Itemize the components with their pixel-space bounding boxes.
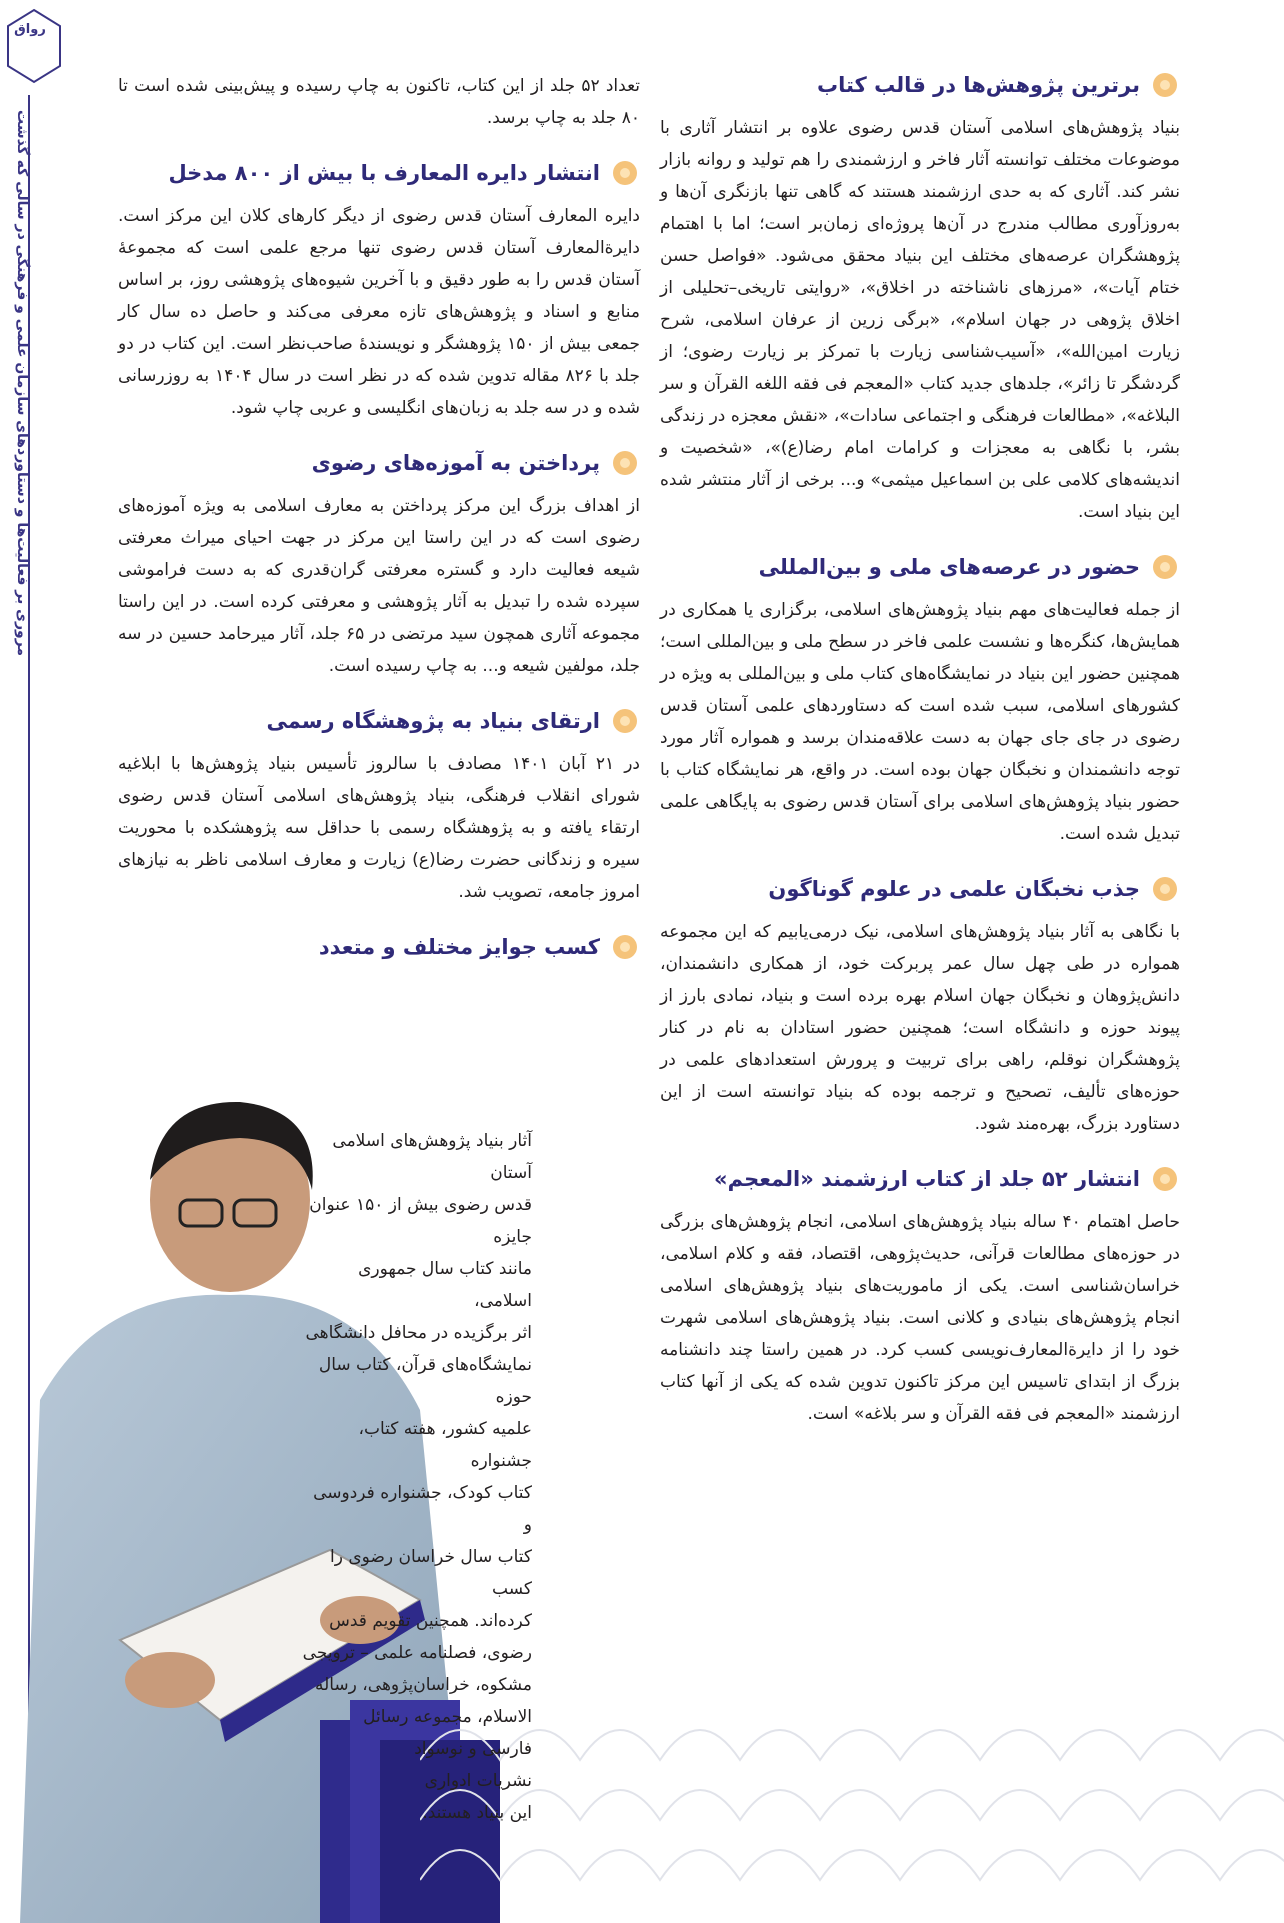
section-heading xyxy=(118,932,640,962)
section-body: از اهداف بزرگ این مرکز پرداختن به معارف اسلامی به ویژه آموزه‌های رضوی است که در این راستا این مرکز در جهت احیای میراث معرفتی شیعه فعالیت دارد و گستره معرفتی گران‌قدری که به دست فراموشی سپرده شده را تبدیل به آثار پژوهشی و معرفتی کرده است. در این راستا مجموعه آثاری همچون سید مرتضی در ۶۵ جلد، آثار میرحامد حسین در سه جلد، مولفین شیعه و... به چاپ رسیده است. xyxy=(118,496,640,676)
section-body: بنیاد پژوهش‌های اسلامی آستان قدس رضوی علاوه بر انتشار آثاری با موضوعات مختلف توانسته آثار فاخر و ارزشمندی را هم تولید و روانه بازار نشر کند. آثاری که به حدی ارزشمند هستند که گاهی تنها بازنگری آن‌ها و به‌روزآوری مطالب مندرج در آن‌ها پروژه‌ای زمان‌بر است؛ اما با اهتمام پژوهشگران عرصه‌های مختلف این بنیاد محقق می‌شود. «فواصل حسن ختام آیات»، «مرزهای ناشناخته در اخلاق»، «روایتی تاریخی–تحلیلی از اخلاق پژوهی در جهان اسلام»، «برگی زرین از عرفان اسلامی، شرح زیارت امین‌الله»، «آسیب‌شناسی زیارت با تمرکز بر زیارت رضوی؛ از گردشگر تا زائر»، جلدهای جدید کتاب «المعجم فی فقه اللغه القرآن و سر البلاغه»، «مطالعات فرهنگی و اجتماعی سادات»، «نقش معجزه در زندگی بشر، با نگاهی به معجزات و کرامات امام رضا(ع)»، «شخصیت و اندیشه‌های کلامی علی بن اسماعیل میثمی» و... برخی از آثار منتشر شده این بنیاد است. xyxy=(660,118,1180,522)
section-razavi-teachings xyxy=(118,448,640,682)
section-mojam-publication xyxy=(660,1164,1180,1430)
awards-line: آثار بنیاد پژوهش‌های اسلامی آستان xyxy=(332,1131,532,1183)
awards-line: فارسی و نوسواد xyxy=(414,1739,532,1759)
awards-line: اثر برگزیده در محافل دانشگاهی xyxy=(305,1323,532,1343)
awards-line: رضوی، فصلنامه علمی – ترویجی xyxy=(302,1643,532,1663)
section-body: دایره المعارف آستان قدس رضوی از دیگر کارهای کلان این مرکز است. دایرة‌المعارف آستان قدس رضوی تنها مرجع علمی است که مجموعهٔ آستان قدس را به طور دقیق و با آخرین شیوه‌های پژوهشی روز، بر اساس منابع و اسناد و پژوهش‌های تازه معرفی می‌کند و حاصل ده سال کار جمعی بیش از ۱۵۰ پژوهشگر و نویسندهٔ صاحب‌نظر است. این کتاب در دو جلد با ۸۲۶ مقاله تدوین شده که در نظر است در سال ۱۴۰۴ به روزرسانی شده و در سه جلد به زبان‌های انگلیسی و عربی چاپ شود. xyxy=(118,206,641,418)
decorative-arabesque-pattern xyxy=(420,1700,1284,1923)
section-title: پرداختن به آموزه‌های رضوی xyxy=(311,451,600,475)
section-institute-upgrade xyxy=(118,706,640,908)
awards-line: کتاب سال خراسان رضوی را کسب xyxy=(330,1547,532,1599)
awards-line: قدس رضوی بیش از ۱۵۰ عنوان جایزه xyxy=(309,1195,532,1247)
bullet-flower-icon xyxy=(610,158,640,188)
bullet-flower-icon xyxy=(610,932,640,962)
section-body: از جمله فعالیت‌های مهم بنیاد پژوهش‌های اسلامی، برگزاری یا همکاری در همایش‌ها، کنگره‌ها و نشست علمی فاخر در سطح ملی و بین‌المللی است؛ همچنین حضور این بنیاد در نمایشگاه‌های کتاب ملی و بین‌المللی به ویژه در کشورهای اسلامی، سبب شده است که دستاوردهای علمی آستان قدس رضوی در جای جای جهان به دست علاقه‌مندان برسد و همواره آثار مورد توجه دانشمندان و نخبگان جهان بوده است. در واقع، هر نمایشگاه کتاب با حضور بنیاد پژوهش‌های اسلامی برای آستان قدس رضوی به پایگاهی علمی تبدیل شده است. xyxy=(660,600,1180,844)
section-title: انتشار ۵۲ جلد از کتاب ارزشمند «المعجم» xyxy=(714,1167,1140,1191)
section-body: تعداد ۵۲ جلد از این کتاب، تاکنون به چاپ رسیده و پیش‌بینی شده است تا ۸۰ جلد به چاپ برسد. xyxy=(118,76,641,128)
section-title: جذب نخبگان علمی در علوم گوناگون xyxy=(768,877,1140,901)
section-title: ارتقای بنیاد به پژوهشگاه رسمی xyxy=(266,709,600,733)
magazine-logo-icon xyxy=(4,6,64,86)
bullet-flower-icon xyxy=(1150,874,1180,904)
section-heading xyxy=(118,706,640,736)
awards-line: مشکوه، خراسان‌پژوهی، رساله xyxy=(314,1675,532,1695)
awards-line: نشریات ادواری xyxy=(424,1771,532,1791)
section-heading xyxy=(118,158,640,188)
awards-line: کرده‌اند. همچنین تقویم قدس xyxy=(329,1611,532,1631)
awards-line: مانند کتاب سال جمهوری اسلامی، xyxy=(358,1259,532,1311)
section-elite-attraction xyxy=(660,874,1180,1140)
right-column xyxy=(660,70,1180,1454)
section-body: حاصل اهتمام ۴۰ ساله بنیاد پژوهش‌های اسلامی، انجام پژوهش‌های بزرگی در حوزه‌های مطالعات قرآنی، حدیث‌پژوهی، اقتصاد، فقه و کلام اسلامی، خراسان‌شناسی است. یکی از ماموریت‌های بنیاد پژوهش‌های اسلامی انجام پژوهش‌های بنیادی و کلانی است. بنیاد پژوهش‌های اسلامی شهرت خود را از دایرة‌المعارف‌نویسی کسب کرد. در همین راستا چند دانشنامه بزرگ از ابتدای تاسیس این مرکز تاکنون تدوین شده که یکی از آنها کتاب ارزشمند «المعجم فی فقه القرآن و سر بلاغه» است. xyxy=(660,1212,1180,1424)
section-encyclopedia xyxy=(118,158,640,424)
section-body: در ۲۱ آبان ۱۴۰۱ مصادف با سالروز تأسیس بنیاد پژوهش‌ها با ابلاغیه شورای انقلاب فرهنگی، بنیاد پژوهش‌های اسلامی آستان قدس رضوی ارتقاء یافته و به پژوهشگاه رسمی با حداقل سه پژوهشکده با محوریت سیره و زندگانی حضرت رضا(ع) زیارت و معارف اسلامی ناظر به نیازهای امروز جامعه، تصویب شد. xyxy=(118,754,640,902)
section-title: انتشار دایره المعارف با بیش از ۸۰۰ مدخل xyxy=(168,161,600,185)
vertical-caption: مروری بر فعالیت‌ها و دستاوردهای سازمان علمی و فرهنگی در سالی که گذشت xyxy=(14,110,30,657)
section-national-international xyxy=(660,552,1180,850)
awards-line: کتاب کودک، جشنواره فردوسی و xyxy=(313,1483,532,1535)
section-heading xyxy=(660,552,1180,582)
awards-line: نمایشگاه‌های قرآن، کتاب سال حوزه xyxy=(318,1355,532,1407)
section-best-research xyxy=(660,70,1180,528)
vertical-caption-box xyxy=(14,110,42,810)
section-awards xyxy=(118,932,640,962)
section-heading xyxy=(118,448,640,478)
left-column xyxy=(118,70,640,986)
awards-line: این بنیاد هستند. xyxy=(422,1803,532,1823)
section-body: با نگاهی به آثار بنیاد پژوهش‌های اسلامی، نیک درمی‌یابیم که این مجموعه همواره در طی چهل سال عمر پربرکت خود، از همکاری دانشمندان، دانش‌پژوهان و نخبگان جهان اسلام بهره برده است و بنیاد، نمادی بارز از پیوند حوزه و دانشگاه است؛ همچنین حضور استادان به نام در کنار پژوهشگران نوقلم، راهی برای تربیت و پرورش استعدادهای علمی در حوزه‌های تألیف، تصحیح و ترجمه بوده که بنیاد توانسته است از این دستاورد بزرگ، بهره‌مند شود. xyxy=(660,922,1180,1134)
bullet-flower-icon xyxy=(610,706,640,736)
section-heading xyxy=(660,70,1180,100)
awards-line: علمیه کشور، هفته کتاب، جشنواره xyxy=(358,1419,532,1471)
section-title: برترین پژوهش‌ها در قالب کتاب xyxy=(816,73,1140,97)
bullet-flower-icon xyxy=(1150,70,1180,100)
bullet-flower-icon xyxy=(610,448,640,478)
section-heading xyxy=(660,1164,1180,1194)
magazine-logo-text: رواق xyxy=(14,22,46,37)
bullet-flower-icon xyxy=(1150,552,1180,582)
bullet-flower-icon xyxy=(1150,1164,1180,1194)
section-title: کسب جوایز مختلف و متعدد xyxy=(318,935,600,959)
section-continuation xyxy=(118,70,640,134)
awards-text-block xyxy=(300,1125,532,1829)
awards-line: الاسلام، مجموعه رسائل xyxy=(363,1707,532,1727)
section-title: حضور در عرصه‌های ملی و بین‌المللی xyxy=(758,555,1140,579)
section-heading xyxy=(660,874,1180,904)
